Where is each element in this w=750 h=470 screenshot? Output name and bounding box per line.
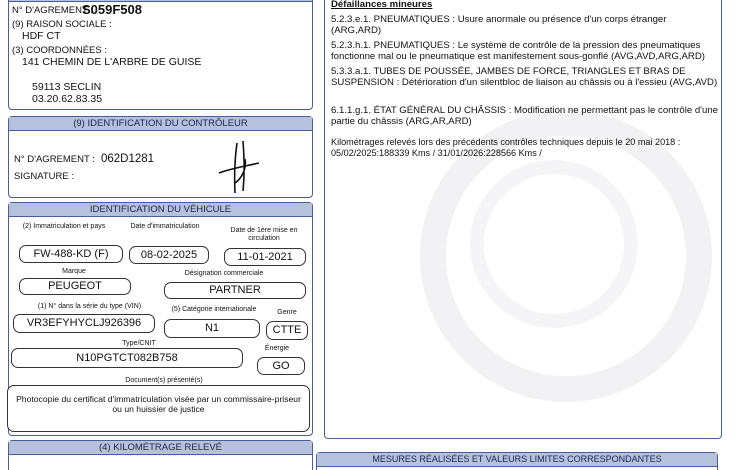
defaillance-1: 5.2.3.e.1. PNEUMATIQUES : Usure anormale ou présence d'un corps étranger (ARG,ARD) (331, 14, 667, 36)
vin-label: (1) N° dans la série du type (VIN) (37, 303, 142, 310)
km-history: Kilométrages relevés lors des précédents contrôles techniques depuis le 20 mai 2018 : 05/02/2025:188339 Kms / 31/01/2026:228566 Kms / (331, 137, 681, 158)
controleur-agrement-value: 062D1281 (101, 153, 155, 165)
vehicule-box (8, 202, 313, 436)
documents-text: Photocopie du certificat d'immatriculation visée par un commissaire-priseur ou un huissier de justice (16, 394, 301, 414)
center-header-strip (9, 0, 312, 2)
kilometrage-header: (4) KILOMÉTRAGE RELEVÉ (9, 441, 312, 455)
coordonnees-street: 141 CHEMIN DE L'ARBRE DE GUISE (22, 56, 202, 68)
coordonnees-city: 59113 SECLIN (32, 81, 102, 93)
designation-field: PARTNER (164, 282, 306, 299)
date-first-field: 11-01-2021 (224, 248, 306, 266)
controleur-agrement-label: N° D'AGREMENT : (14, 154, 95, 165)
energie-label: Énergie (264, 345, 290, 352)
type-label: Type/CNIT (122, 340, 156, 347)
defaillances-title: Défaillances mineures (331, 0, 433, 10)
defaillances-panel (324, 0, 722, 439)
controleur-header: (9) IDENTIFICATION DU CONTRÔLEUR (9, 117, 312, 131)
vehicule-header: IDENTIFICATION DU VÉHICULE (9, 203, 312, 217)
immat-label: (2) Immatriculation et pays (22, 223, 106, 230)
type-field: N10PGTCT082B758 (11, 348, 243, 368)
coordonnees-phone: 03.20.62.83.35 (32, 93, 103, 105)
signature-mark (215, 139, 263, 197)
signature-label: SIGNATURE : (14, 171, 74, 182)
genre-field: CTTE (266, 321, 308, 340)
left-column (8, 0, 311, 470)
date-immat-field: 08-02-2025 (129, 246, 209, 264)
genre-label: Genre (277, 309, 297, 316)
categorie-label: (5) Catégorie internationale (171, 306, 257, 313)
controleur-box (8, 116, 313, 198)
raison-sociale-value: HDF CT (22, 30, 61, 42)
documents-field (7, 385, 310, 432)
defaillance-3: 5.3.3.a.1. TUBES DE POUSSÉE, JAMBES DE FORCE, TRIANGLES ET BRAS DE SUSPENSION : Détérioration d'un silentbloc de liaison au châssis ou à l'essieu (AVG,AVD) (331, 66, 718, 88)
vin-field: VR3EFYHYCLJ926396 (13, 314, 155, 333)
kilometrage-box (8, 440, 313, 470)
categorie-field: N1 (164, 319, 260, 338)
energie-field: GO (257, 357, 305, 375)
immat-field: FW-488-KD (F) (19, 245, 123, 263)
agrement-label: N° D'AGREMENT : (12, 5, 93, 16)
marque-field: PEUGEOT (19, 278, 131, 295)
coordonnees-label: (3) COORDONNÉES : (12, 45, 108, 56)
agrement-value: S059F508 (82, 2, 142, 17)
date-first-label: Date de 1ère mise en circulation (230, 227, 298, 242)
date-immat-label: Date d'immatriculation (130, 223, 200, 230)
marque-label: Marque (62, 268, 86, 275)
center-box (8, 0, 313, 110)
mesures-header: MESURES RÉALISÉES ET VALEURS LIMITES CORRESPONDANTES (317, 453, 717, 467)
mesures-box (316, 452, 718, 470)
designation-label: Désignation commerciale (184, 270, 264, 277)
defaillance-4: 6.1.1.g.1. ÉTAT GÉNÉRAL DU CHÂSSIS : Modification ne permettant pas le contrôle d'une partie du châssis (ARG,AR,ARD) (331, 105, 719, 127)
defaillance-2: 5.2.3.h.1. PNEUMATIQUES : Le système de contrôle de la pression des pneumatiques fonctionne mal ou le pneumatique est manifestement sous-gonflé (AVG,AVD,ARG,ARD) (331, 40, 705, 62)
documents-label: Document(s) présenté(s) (125, 377, 203, 384)
raison-sociale-label: (9) RAISON SOCIALE : (12, 19, 112, 30)
